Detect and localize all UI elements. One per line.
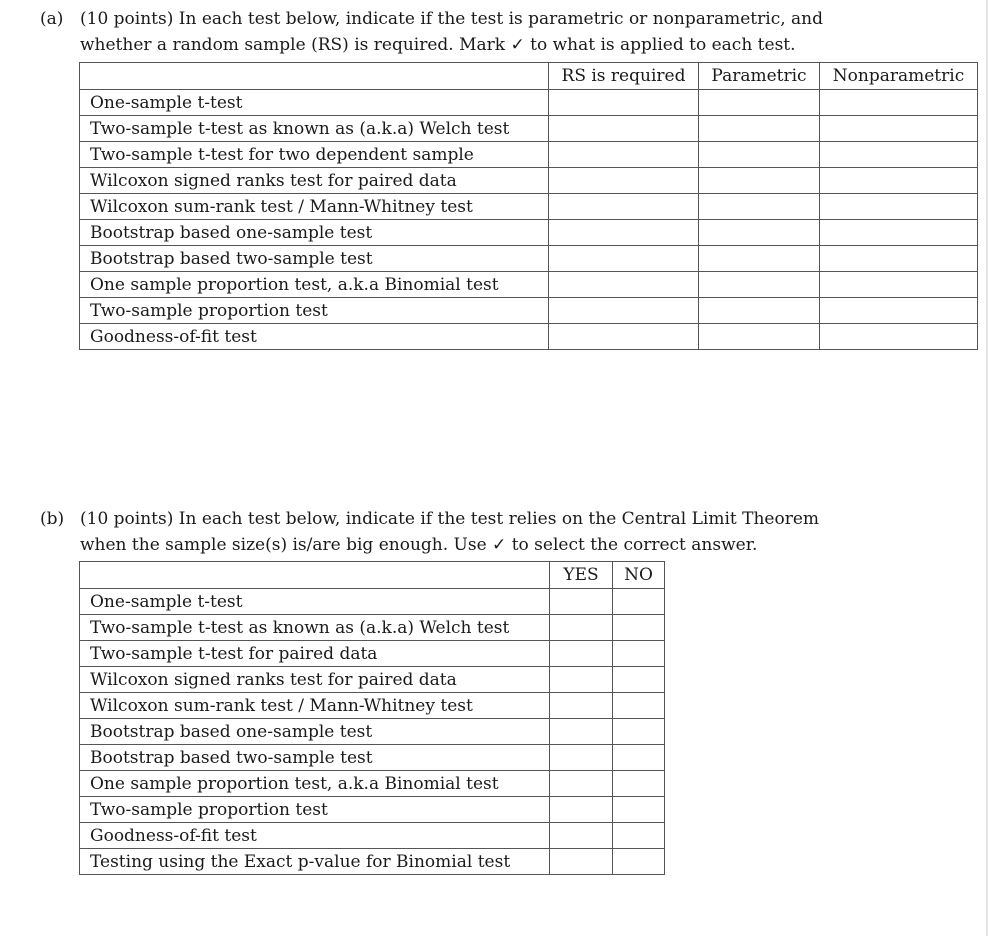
answer-cell-rs[interactable]	[549, 168, 699, 194]
table-row	[80, 745, 665, 771]
question-b-label: (b)	[40, 509, 65, 529]
answer-cell-parametric[interactable]	[699, 90, 820, 116]
answer-cell-yes[interactable]	[550, 823, 613, 849]
answer-cell-no[interactable]	[613, 771, 665, 797]
table-a	[79, 62, 978, 350]
test-name: Goodness-of-fit test	[80, 823, 550, 849]
table-row	[80, 719, 665, 745]
table-row	[80, 168, 978, 194]
answer-cell-rs[interactable]	[549, 272, 699, 298]
answer-cell-no[interactable]	[613, 615, 665, 641]
table-a-corner-cell	[80, 63, 549, 90]
test-name: Bootstrap based one-sample test	[80, 220, 549, 246]
table-row	[80, 693, 665, 719]
table-row	[80, 116, 978, 142]
answer-cell-parametric[interactable]	[699, 324, 820, 350]
answer-cell-yes[interactable]	[550, 797, 613, 823]
answer-cell-yes[interactable]	[550, 745, 613, 771]
table-row	[80, 220, 978, 246]
answer-cell-no[interactable]	[613, 641, 665, 667]
table-b-col-no: NO	[613, 562, 665, 589]
answer-cell-rs[interactable]	[549, 246, 699, 272]
table-row	[80, 771, 665, 797]
test-name: Two-sample t-test as known as (a.k.a) Welch test	[80, 615, 550, 641]
answer-cell-rs[interactable]	[549, 90, 699, 116]
test-name: One sample proportion test, a.k.a Binomial test	[80, 272, 549, 298]
answer-cell-yes[interactable]	[550, 667, 613, 693]
answer-cell-nonparametric[interactable]	[820, 90, 978, 116]
answer-cell-nonparametric[interactable]	[820, 194, 978, 220]
table-row	[80, 641, 665, 667]
table-row	[80, 246, 978, 272]
table-row	[80, 615, 665, 641]
answer-cell-nonparametric[interactable]	[820, 220, 978, 246]
answer-cell-nonparametric[interactable]	[820, 142, 978, 168]
table-a-col-nonparametric: Nonparametric	[820, 63, 978, 90]
test-name: Two-sample t-test for two dependent sample	[80, 142, 549, 168]
test-name: One-sample t-test	[80, 589, 550, 615]
table-row	[80, 667, 665, 693]
table-a-col-rs: RS is required	[549, 63, 699, 90]
answer-cell-yes[interactable]	[550, 693, 613, 719]
answer-cell-parametric[interactable]	[699, 142, 820, 168]
test-name: Bootstrap based two-sample test	[80, 246, 549, 272]
test-name: Two-sample t-test for paired data	[80, 641, 550, 667]
answer-cell-no[interactable]	[613, 797, 665, 823]
question-a-text-line2: whether a random sample (RS) is required. Mark ✓ to what is applied to each test.	[80, 35, 796, 55]
table-a-header-row	[80, 63, 978, 90]
answer-cell-parametric[interactable]	[699, 220, 820, 246]
test-name: Two-sample proportion test	[80, 298, 549, 324]
test-name: Goodness-of-fit test	[80, 324, 549, 350]
test-name: Two-sample t-test as known as (a.k.a) Welch test	[80, 116, 549, 142]
test-name: Wilcoxon signed ranks test for paired data	[80, 168, 549, 194]
table-b-col-yes: YES	[550, 562, 613, 589]
answer-cell-nonparametric[interactable]	[820, 272, 978, 298]
answer-cell-yes[interactable]	[550, 849, 613, 875]
answer-cell-parametric[interactable]	[699, 298, 820, 324]
answer-cell-no[interactable]	[613, 745, 665, 771]
test-name: Testing using the Exact p-value for Binomial test	[80, 849, 550, 875]
answer-cell-rs[interactable]	[549, 298, 699, 324]
question-a-label: (a)	[40, 9, 64, 29]
test-name: Wilcoxon sum-rank test / Mann-Whitney test	[80, 693, 550, 719]
answer-cell-nonparametric[interactable]	[820, 116, 978, 142]
table-row	[80, 142, 978, 168]
test-name: Wilcoxon signed ranks test for paired data	[80, 667, 550, 693]
answer-cell-no[interactable]	[613, 849, 665, 875]
answer-cell-nonparametric[interactable]	[820, 324, 978, 350]
test-name: One sample proportion test, a.k.a Binomial test	[80, 771, 550, 797]
test-name: Bootstrap based one-sample test	[80, 719, 550, 745]
table-row	[80, 589, 665, 615]
answer-cell-parametric[interactable]	[699, 272, 820, 298]
table-row	[80, 298, 978, 324]
table-row	[80, 194, 978, 220]
table-row	[80, 272, 978, 298]
table-row	[80, 823, 665, 849]
answer-cell-no[interactable]	[613, 823, 665, 849]
test-name: Two-sample proportion test	[80, 797, 550, 823]
answer-cell-rs[interactable]	[549, 142, 699, 168]
table-row	[80, 797, 665, 823]
answer-cell-yes[interactable]	[550, 615, 613, 641]
answer-cell-yes[interactable]	[550, 719, 613, 745]
answer-cell-parametric[interactable]	[699, 194, 820, 220]
answer-cell-no[interactable]	[613, 667, 665, 693]
answer-cell-parametric[interactable]	[699, 116, 820, 142]
answer-cell-rs[interactable]	[549, 116, 699, 142]
answer-cell-rs[interactable]	[549, 194, 699, 220]
answer-cell-no[interactable]	[613, 719, 665, 745]
answer-cell-no[interactable]	[613, 693, 665, 719]
answer-cell-nonparametric[interactable]	[820, 298, 978, 324]
answer-cell-nonparametric[interactable]	[820, 168, 978, 194]
answer-cell-yes[interactable]	[550, 641, 613, 667]
table-b-corner-cell	[80, 562, 550, 589]
table-row	[80, 90, 978, 116]
answer-cell-no[interactable]	[613, 589, 665, 615]
test-name: One-sample t-test	[80, 90, 549, 116]
table-row	[80, 324, 978, 350]
test-name: Wilcoxon sum-rank test / Mann-Whitney test	[80, 194, 549, 220]
answer-cell-parametric[interactable]	[699, 246, 820, 272]
table-a-col-parametric: Parametric	[699, 63, 820, 90]
table-row	[80, 849, 665, 875]
question-a-text-line1: (10 points) In each test below, indicate if the test is parametric or nonparametric, and	[80, 9, 823, 29]
answer-cell-parametric[interactable]	[699, 168, 820, 194]
answer-cell-yes[interactable]	[550, 589, 613, 615]
question-b-text-line1: (10 points) In each test below, indicate if the test relies on the Central Limit Theorem	[80, 509, 820, 529]
question-b-text-line2: when the sample size(s) is/are big enough. Use ✓ to select the correct answer.	[80, 535, 758, 555]
table-b	[79, 561, 665, 875]
table-b-header-row	[80, 562, 665, 589]
test-name: Bootstrap based two-sample test	[80, 745, 550, 771]
answer-cell-rs[interactable]	[549, 220, 699, 246]
answer-cell-yes[interactable]	[550, 771, 613, 797]
answer-cell-nonparametric[interactable]	[820, 246, 978, 272]
answer-cell-rs[interactable]	[549, 324, 699, 350]
